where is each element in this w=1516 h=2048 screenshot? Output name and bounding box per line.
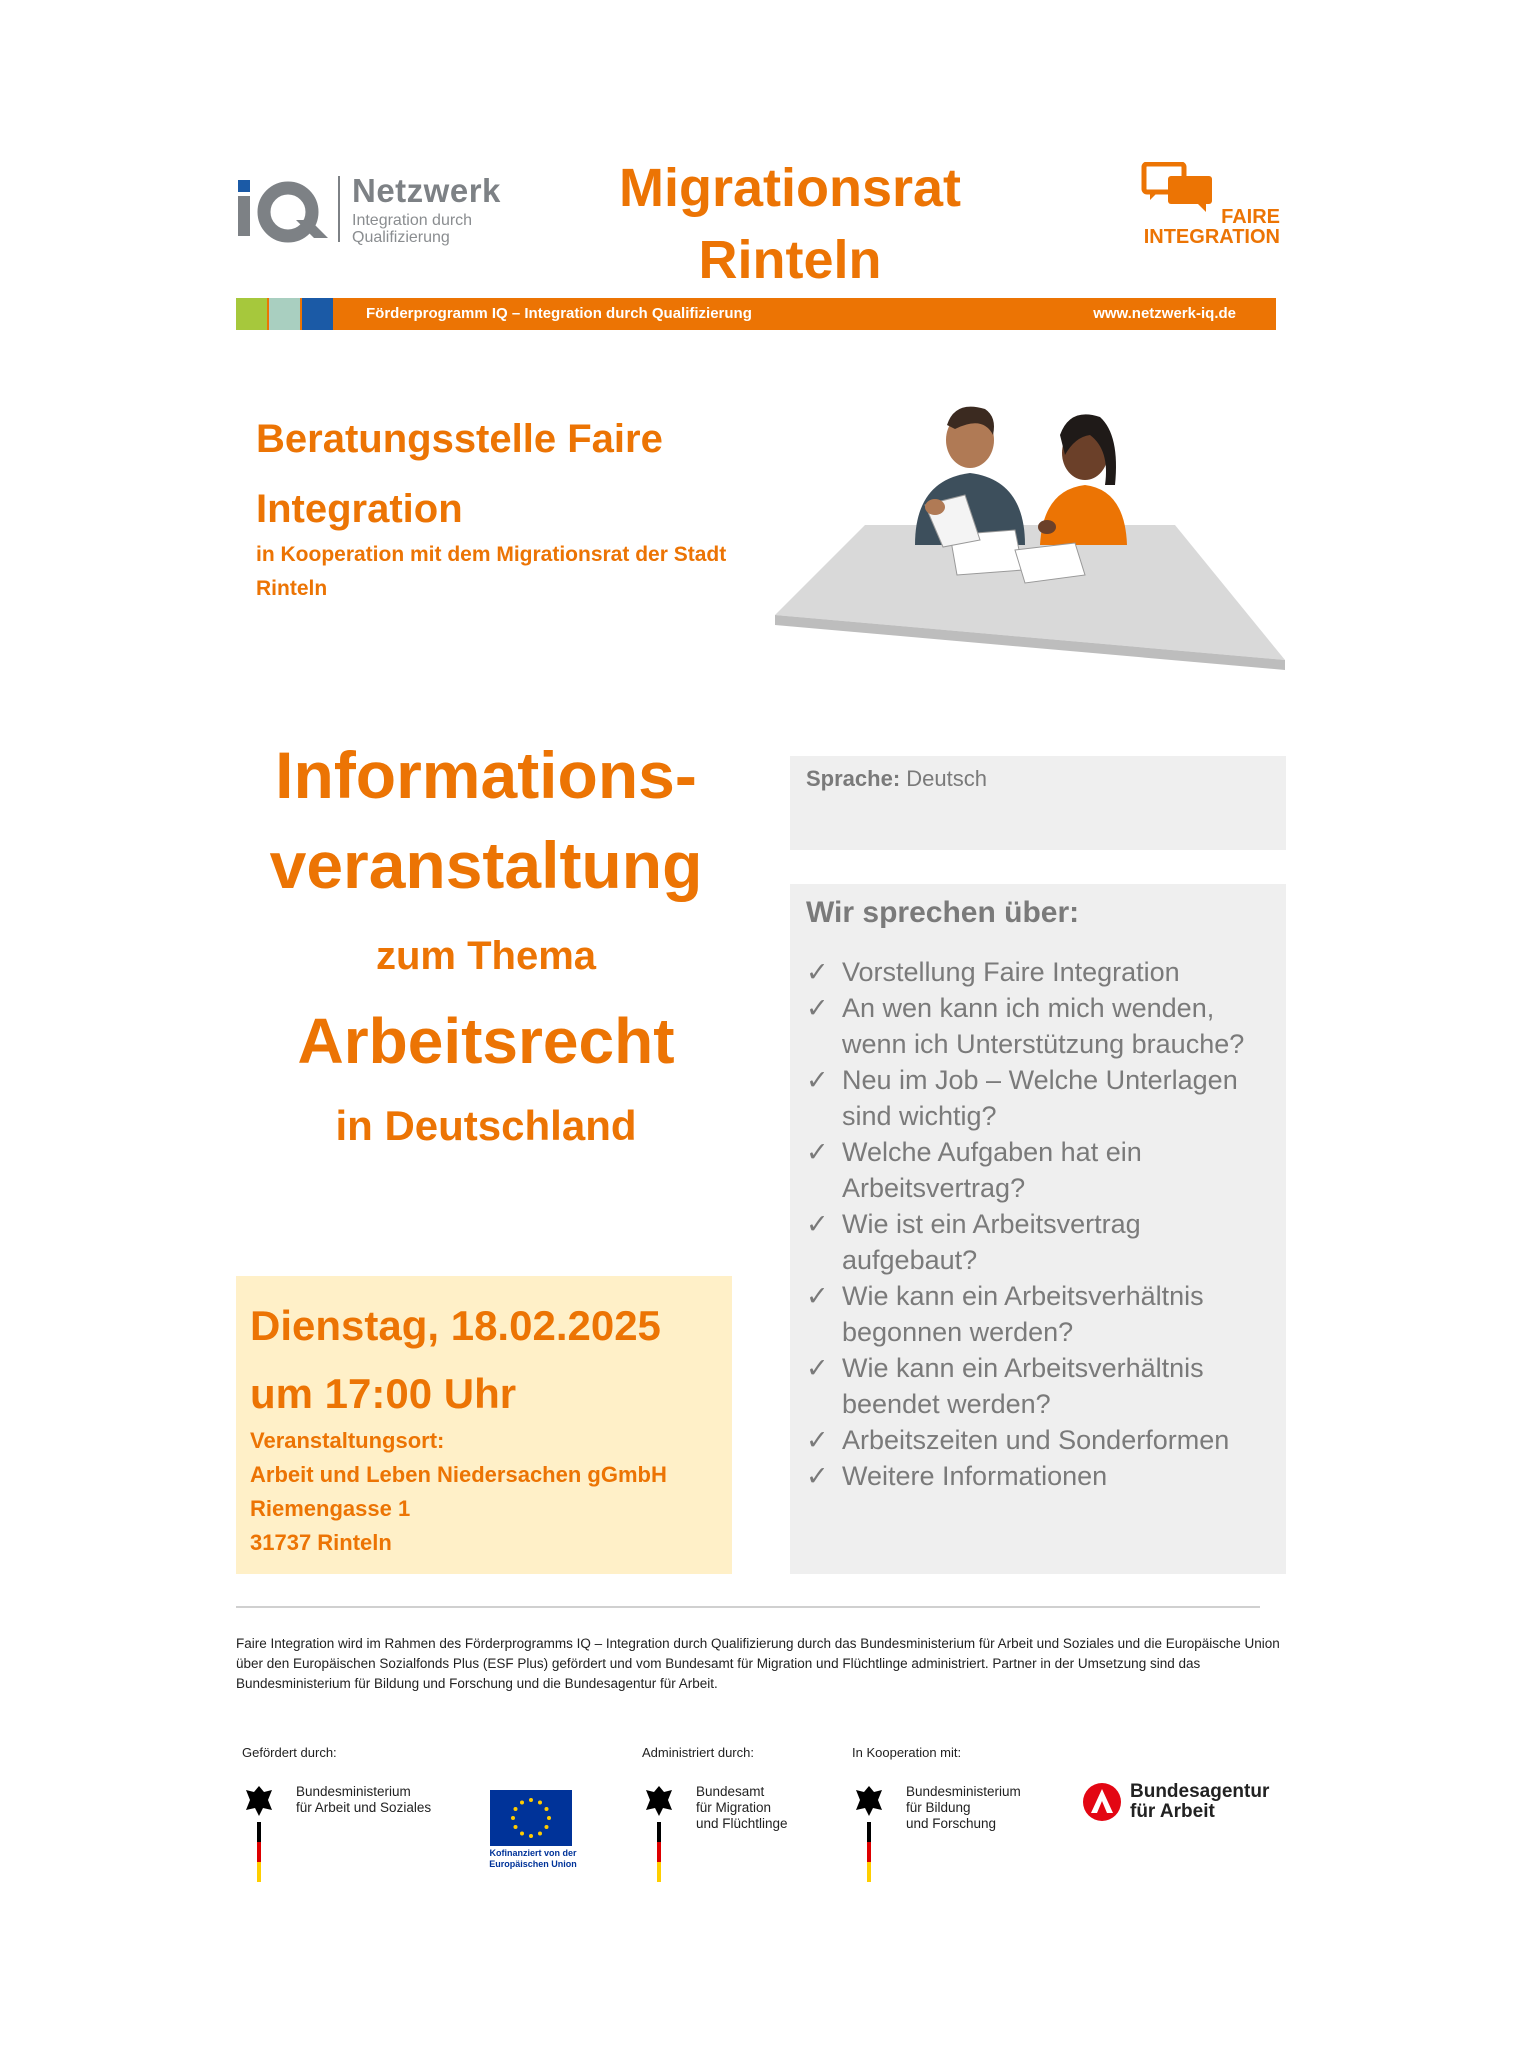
language-box [790, 756, 1286, 850]
event-topic: Arbeitsrecht [297, 1005, 675, 1077]
programme-bar-text: Förderprogramm IQ – Integration durch Qualifizierung [366, 305, 752, 322]
list-item: ✓ Wie ist ein Arbeitsvertrag aufgebaut? [806, 1206, 1276, 1278]
speech-bubbles-icon [1140, 162, 1220, 212]
illustration-two-people [775, 395, 1295, 675]
bmbf-logo [854, 1784, 884, 1889]
event-time: um 17:00 Uhr [250, 1370, 517, 1417]
event-day: Dienstag, 18.02.2025 [250, 1302, 661, 1349]
bar-square-lime [236, 298, 267, 330]
bmas-name: Bundesministerium für Arbeit und Soziales [296, 1784, 432, 1815]
language-label: Sprache: [806, 766, 901, 791]
check-icon: ✓ [806, 1353, 829, 1383]
iq-logo [236, 174, 336, 244]
check-icon: ✓ [806, 1461, 829, 1491]
location-org: Arbeit und Leben Niedersachen gGmbH [250, 1462, 667, 1487]
location-label: Veranstaltungsort: [250, 1428, 445, 1453]
eu-stars-icon [490, 1790, 572, 1846]
check-icon: ✓ [806, 1065, 829, 1095]
list-item: ✓ An wen kann ich mich wenden, wenn ich Unterstützung brauche? [806, 990, 1276, 1062]
bundesagentur-icon [1082, 1782, 1122, 1822]
event-thema: zum Thema [375, 934, 597, 978]
faire-integration-logo-text: FAIRE INTEGRATION [1143, 206, 1280, 248]
topic-list [806, 954, 1276, 1494]
bamf-name: Bundesamt für Migration und Flüchtlinge [696, 1784, 788, 1831]
check-icon: ✓ [806, 1209, 829, 1239]
footer-divider [236, 1606, 1260, 1608]
iq-divider [338, 176, 340, 242]
list-item: ✓ Wie kann ein Arbeitsverhältnis begonnen werden? [806, 1278, 1276, 1350]
iq-name: Netzwerk [352, 172, 501, 209]
event-date [250, 1292, 661, 1428]
federal-eagle-icon [854, 1784, 884, 1884]
check-icon: ✓ [806, 957, 829, 987]
admin-label: Administriert durch: [642, 1745, 754, 1760]
iq-subtitle: Integration durch Qualifizierung [352, 212, 473, 246]
topics-heading: Wir sprechen über: [806, 896, 1080, 929]
list-item: ✓ Neu im Job – Welche Unterlagen sind wichtig? [806, 1062, 1276, 1134]
topics-box [790, 884, 1286, 1574]
check-icon: ✓ [806, 1281, 829, 1311]
iq-logo-icon [236, 174, 336, 244]
location-street: Riemengasse 1 [250, 1496, 411, 1521]
list-item: ✓ Wie kann ein Arbeitsverhältnis beendet werden? [806, 1350, 1276, 1422]
funded-label: Gefördert durch: [242, 1745, 337, 1760]
list-item: ✓ Arbeitszeiten und Sonderformen [806, 1422, 1276, 1458]
list-item: ✓ Welche Aufgaben hat ein Arbeitsvertrag? [806, 1134, 1276, 1206]
footer-text: Faire Integration wird im Rahmen des Förderprogramms IQ – Integration durch Qualifizierung durch das Bundesministerium für Arbeit und Soziales und die Europäische Union über den Europäischen Sozialfonds Plus (ESF Plus) gefördert und vom Bundesamt für Migration und Flüchtlinge administriert. Partner in der Umsetzung sind das Bundesministerium für Bildung und Forschung und die Bundesagentur für Arbeit. [236, 1636, 1280, 1691]
federal-eagle-icon [644, 1784, 674, 1884]
bamf-logo [644, 1784, 674, 1889]
language-value: Deutsch [906, 766, 987, 791]
programme-url[interactable]: www.netzwerk-iq.de [1093, 305, 1236, 322]
location-city: 31737 Rinteln [250, 1530, 392, 1555]
event-country: in Deutschland [335, 1102, 637, 1149]
event-heading-line2: veranstaltung [269, 828, 703, 902]
bmas-logo [244, 1784, 274, 1889]
bundesagentur-logo [1082, 1782, 1122, 1827]
check-icon: ✓ [806, 1137, 829, 1167]
bar-square-mint [269, 298, 300, 330]
language-line [806, 766, 987, 792]
coop-label: In Kooperation mit: [852, 1745, 962, 1760]
page-title: Migrationsrat Rinteln [618, 158, 962, 290]
date-box [236, 1276, 732, 1574]
eu-caption: Kofinanziert von der Europäischen Union [489, 1848, 577, 1869]
beratung-title: Beratungsstelle Faire Integration [256, 417, 663, 531]
programme-bar [236, 298, 1276, 330]
check-icon: ✓ [806, 1425, 829, 1455]
bar-square-blue [302, 298, 333, 330]
list-item: ✓ Weitere Informationen [806, 1458, 1276, 1494]
beratung-subtitle: in Kooperation mit dem Migrationsrat der Stadt Rinteln [256, 543, 727, 600]
federal-eagle-icon [244, 1784, 274, 1884]
eu-flag [490, 1790, 572, 1846]
list-item: ✓ Vorstellung Faire Integration [806, 954, 1276, 990]
bundesagentur-name: Bundesagentur für Arbeit [1130, 1781, 1270, 1822]
bmbf-name: Bundesministerium für Bildung und Forschung [906, 1784, 1021, 1831]
check-icon: ✓ [806, 993, 829, 1023]
event-location [250, 1424, 667, 1560]
event-heading-line1: Informations- [275, 738, 697, 812]
event-heading [236, 730, 736, 910]
